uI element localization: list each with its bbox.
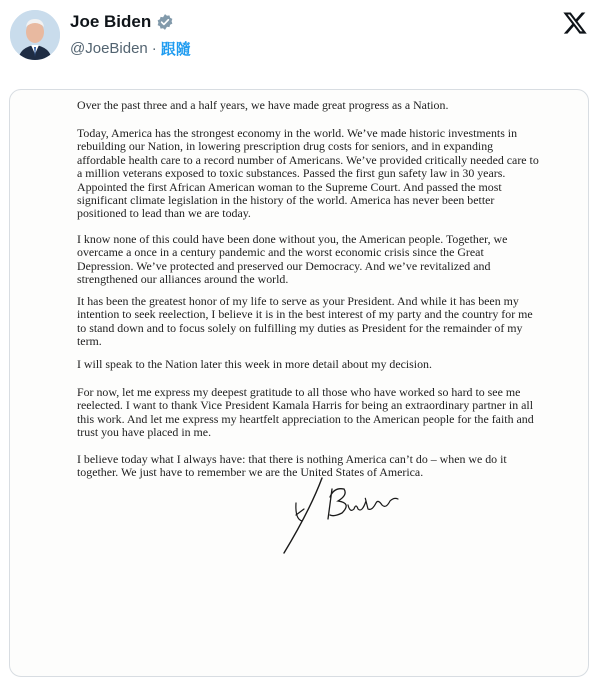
follow-button[interactable]: 跟隨 <box>160 41 191 58</box>
letter-paragraph-4: It has been the greatest honor of my life to serve as your President. And while it has been my intention to seek reelection, I believe it is in the best interest of my party and the country for me to stand down and to focus solely on fulfilling my duties as President for the remainder of my term. <box>77 294 533 349</box>
display-name[interactable]: Joe Biden <box>70 12 152 31</box>
letter-image[interactable] <box>9 89 589 677</box>
verified-badge-icon <box>156 13 174 31</box>
x-logo-icon[interactable] <box>562 10 588 36</box>
user-handle[interactable]: @JoeBiden <box>70 40 148 57</box>
letter-paragraph-7: I believe today what I always have: that there is nothing America can’t do – when we do it together. We just have to remember we are the United States of America. <box>77 452 507 480</box>
letter-paragraph-5: I will speak to the Nation later this week in more detail about my decision. <box>77 357 432 371</box>
tweet-header <box>0 0 600 80</box>
letter-paragraph-3: I know none of this could have been done without you, the American people. Together, we overcame a once in a century pandemic and the worst economic crisis since the Great Depression. We’ve protected and preserved our Democracy. And we’ve revitalized and strengthened our alliances around the world. <box>77 232 508 287</box>
letter-paragraph-2: Today, America has the strongest economy in the world. We’ve made historic investments in rebuilding our Nation, in lowering prescription drug costs for seniors, and in expanding affordable health care to a record number of Americans. We’ve provided critically needed care to a million veterans exposed to toxic substances. Passed the first gun safety law in 30 years. Appointed the first African American woman to the Supreme Court. And passed the most significant climate legislation in the history of the world. America has never been better positioned to lead than we are today. <box>77 126 539 221</box>
handle-row <box>70 38 191 59</box>
avatar[interactable] <box>10 10 60 60</box>
avatar-portrait <box>10 10 60 60</box>
separator-dot: · <box>151 40 157 57</box>
letter-paragraph-6: For now, let me express my deepest gratitude to all those who have worked so hard to see me reelected. I want to thank Vice President Kamala Harris for being an extraordinary partner in all this work. And let me express my heartfelt appreciation to the American people for the faith and trust you have placed in me. <box>77 385 534 440</box>
handwritten-signature <box>272 475 412 555</box>
name-row <box>70 12 174 32</box>
letter-paragraph-1: Over the past three and a half years, we have made great progress as a Nation. <box>77 98 449 112</box>
